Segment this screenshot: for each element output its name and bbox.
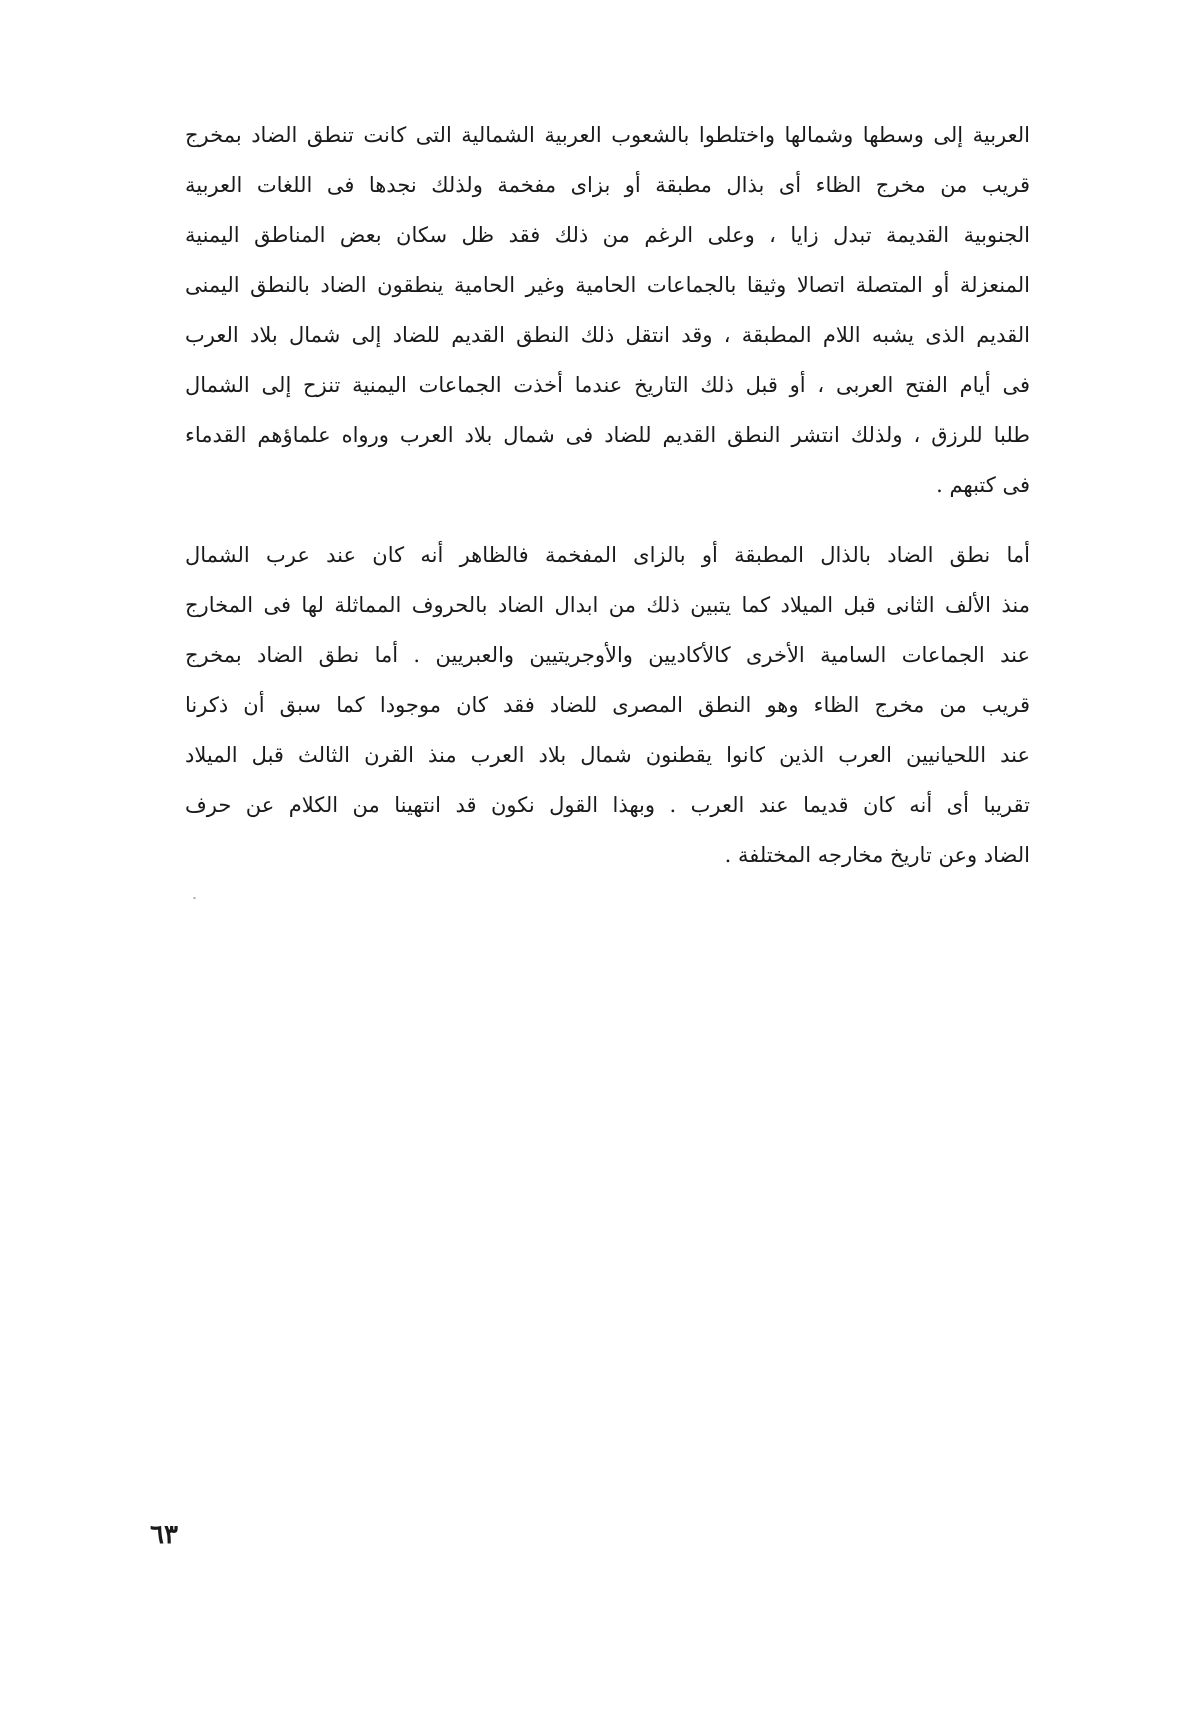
text-line: طلبا للرزق ، ولذلك انتشر النطق القديم للضاد فى شمال بلاد العرب ورواه علماؤهم القدماء <box>185 423 1030 447</box>
text-line: عند الجماعات السامية الأخرى كالأكاديين والأوجريتيين والعبريين . أما نطق الضاد بمخرج <box>185 643 1030 667</box>
text-line: تقريبا أى أنه كان قديما عند العرب . وبهذا القول نكون قد انتهينا من الكلام عن حرف <box>185 793 1030 817</box>
text-line: منذ الألف الثانى قبل الميلاد كما يتبين ذلك من ابدال الضاد بالحروف المماثلة لها فى المخارج <box>185 593 1030 617</box>
paragraph-1 <box>185 110 1030 510</box>
scan-speck <box>193 897 196 899</box>
body-text <box>185 110 1030 880</box>
text-line: عند اللحيانيين العرب الذين كانوا يقطنون شمال بلاد العرب منذ القرن الثالث قبل الميلاد <box>185 743 1030 767</box>
page-number: ٦٣ <box>150 1520 178 1550</box>
text-line: الجنوبية القديمة تبدل زايا ، وعلى الرغم من ذلك فقد ظل سكان بعض المناطق اليمنية <box>185 223 1030 247</box>
text-line: قريب من مخرج الظاء أى بذال مطبقة أو بزاى مفخمة ولذلك نجدها فى اللغات العربية <box>185 173 1030 197</box>
text-line: المنعزلة أو المتصلة اتصالا وثيقا بالجماعات الحامية وغير الحامية ينطقون الضاد بالنطق اليمنى <box>185 273 1030 297</box>
text-line: فى أيام الفتح العربى ، أو قبل ذلك التاريخ عندما أخذت الجماعات اليمنية تنزح إلى الشمال <box>185 373 1030 397</box>
text-line: أما نطق الضاد بالذال المطبقة أو بالزاى المفخمة فالظاهر أنه كان عند عرب الشمال <box>185 543 1030 567</box>
text-line: قريب من مخرج الظاء وهو النطق المصرى للضاد فقد كان موجودا كما سبق أن ذكرنا <box>185 693 1030 717</box>
text-line: القديم الذى يشبه اللام المطبقة ، وقد انتقل ذلك النطق القديم للضاد إلى شمال بلاد العرب <box>185 323 1030 347</box>
text-line: الضاد وعن تاريخ مخارجه المختلفة . <box>724 843 1030 867</box>
text-line: فى كتبهم . <box>936 473 1030 497</box>
text-line: العربية إلى وسطها وشمالها واختلطوا بالشعوب العربية الشمالية التى كانت تنطق الضاد بمخرج <box>185 123 1030 147</box>
paragraph-2 <box>185 530 1030 880</box>
